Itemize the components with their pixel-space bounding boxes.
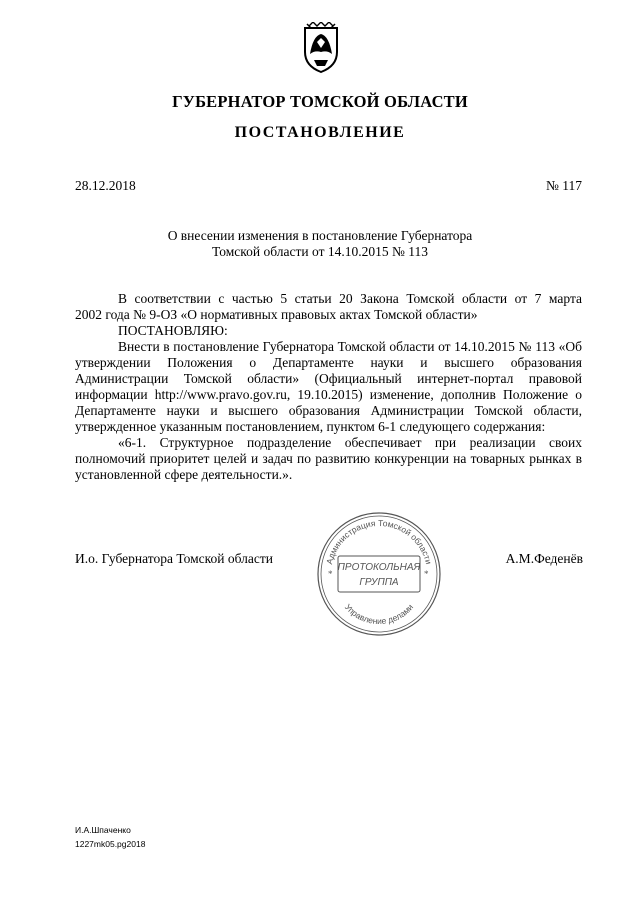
- document-subject: [0, 228, 640, 260]
- footer-file-ref: 1227mk05.pg2018: [75, 839, 146, 849]
- body-paragraph-3: Внести в постановление Губернатора Томской области от 14.10.2015 № 113 «Об утверждении Положения о Департаменте науки и высшего образования Администрации Томской области» (Официальный интернет-портал правовой информации http://www.pravo.gov.ru, 19.10.2015) изменение, дополнив Положение о Департаменте науки и высшего образования Администрации Томской области, утвержденное указанным постановлением, пунктом 6-1 следующего содержания:: [75, 339, 582, 434]
- document-number: № 117: [545, 178, 582, 193]
- coat-of-arms-icon: [301, 22, 341, 74]
- subject-line-1: О внесении изменения в постановление Губернатора: [167, 228, 473, 243]
- svg-text:Администрация Томской области: [324, 518, 434, 565]
- document-type: ПОСТАНОВЛЕНИЕ: [234, 124, 406, 141]
- stamp-top-arc-text: Администрация Томской области: [324, 517, 434, 566]
- official-stamp: [314, 510, 444, 638]
- org-title: ГУБЕРНАТОР ТОМСКОЙ ОБЛАСТИ: [172, 92, 468, 111]
- body-paragraph-4: «6-1. Структурное подразделение обеспечивает при реализации своих полномочий приоритет целей и задач по развитию конкуренции на товарных рынках в установленной сфере деятельности.».: [75, 435, 582, 482]
- signer-title: И.о. Губернатора Томской области: [75, 551, 273, 566]
- document-body: [75, 291, 582, 483]
- svg-text:Управление делами: [343, 602, 415, 626]
- stamp-star-right-icon: *: [424, 569, 429, 579]
- subject-line-2: Томской области от 14.10.2015 № 113: [212, 244, 428, 259]
- document-date: 28.12.2018: [75, 178, 136, 193]
- body-paragraph-1b: 2002 года № 9-ОЗ «О нормативных правовых актах Томской области»: [75, 307, 478, 322]
- body-paragraph-1a: В соответствии с частью 5 статьи 20 Закона Томской области от 7 марта: [118, 291, 582, 306]
- stamp-star-left-icon: *: [328, 569, 333, 579]
- stamp-line-2: ГРУППА: [359, 577, 399, 588]
- body-paragraph-resolve: ПОСТАНОВЛЯЮ:: [118, 323, 228, 338]
- footer-executor: И.А.Шпаченко: [75, 825, 131, 835]
- stamp-line-1: ПРОТОКОЛЬНАЯ: [337, 562, 421, 573]
- stamp-bottom-arc-text: Управление делами: [342, 601, 416, 627]
- signer-name: А.М.Феденёв: [505, 551, 583, 566]
